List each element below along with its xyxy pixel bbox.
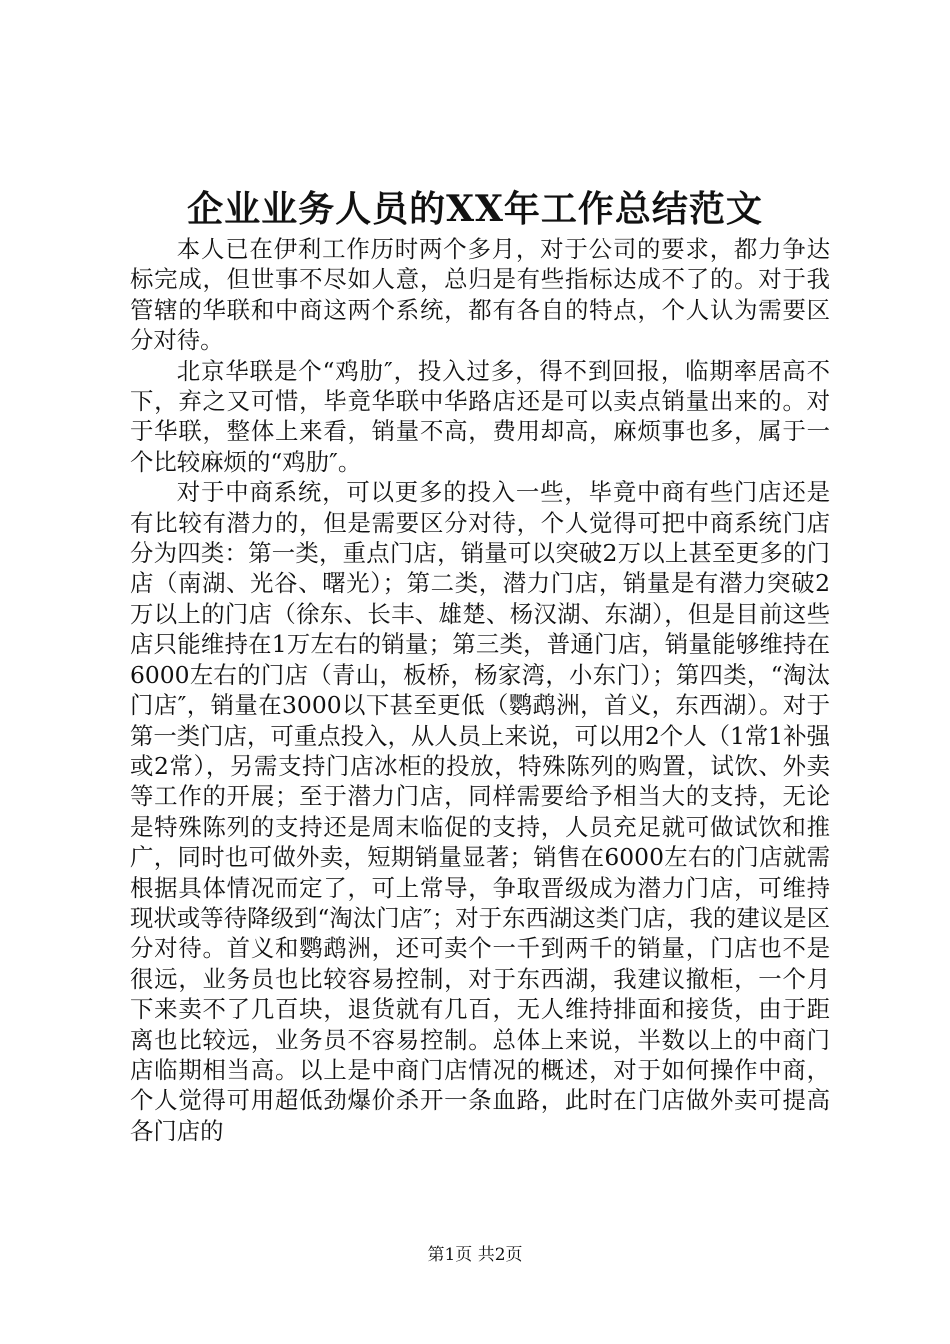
document-body	[130, 234, 830, 1146]
paragraph: 本人已在伊利工作历时两个多月，对于公司的要求，都力争达标完成，但世事不尽如人意，总归是有些指标达成不了的。对于我管辖的华联和中商这两个系统，都有各自的特点，个人认为需要区分对待。	[130, 235, 830, 355]
paragraph: 北京华联是个“鸡肋″，投入过多，得不到回报，临期率居高不下，弃之又可惜，毕竟华联中华路店还是可以卖点销量出来的。对于华联，整体上来看，销量不高，费用却高，麻烦事也多，属于一个比较麻烦的“鸡肋″。	[130, 356, 830, 476]
document-title: 企业业务人员的XX年工作总结范文	[187, 188, 763, 230]
paragraph: 对于中商系统，可以更多的投入一些，毕竟中商有些门店还是有比较有潜力的，但是需要区分对待，个人觉得可把中商系统门店分为四类：第一类，重点门店，销量可以突破2万以上甚至更多的门店（南湖、光谷、曙光）；第二类，潜力门店，销量是有潜力突破2万以上的门店（徐东、长丰、雄楚、杨汉湖、东湖），但是目前这些店只能维持在1万左右的销量；第三类，普通门店，销量能够维持在6000左右的门店（青山，板桥，杨家湾，小东门）；第四类，“淘汰门店″，销量在3000以下甚至更低（鹦鹉洲，首义，东西湖）。对于第一类门店，可重点投入，从人员上来说，可以用2个人（1常1补强或2常），另需支持门店冰柜的投放，特殊陈列的购置，试饮、外卖等工作的开展；至于潜力门店，同样需要给予相当大的支持，无论是特殊陈列的支持还是周末临促的支持，人员充足就可做试饮和推广，同时也可做外卖，短期销量显著；销售在6000左右的门店就需根据具体情况而定了，可上常导，争取晋级成为潜力门店，可维持现状或等待降级到“淘汰门店″；对于东西湖这类门店，我的建议是区分对待。首义和鹦鹉洲，还可卖个一千到两千的销量，门店也不是很远，业务员也比较容易控制，对于东西湖，我建议撤柜，一个月下来卖不了几百块，退货就有几百，无人维持排面和接货，由于距离也比较远，业务员不容易控制。总体上来说，半数以上的中商门店临期相当高。以上是中商门店情况的概述，对于如何操作中商，个人觉得可用超低劲爆价杀开一条血路，此时在门店做外卖可提高各门店的	[130, 478, 830, 1145]
page-footer: 第1页 共2页	[427, 1245, 523, 1265]
